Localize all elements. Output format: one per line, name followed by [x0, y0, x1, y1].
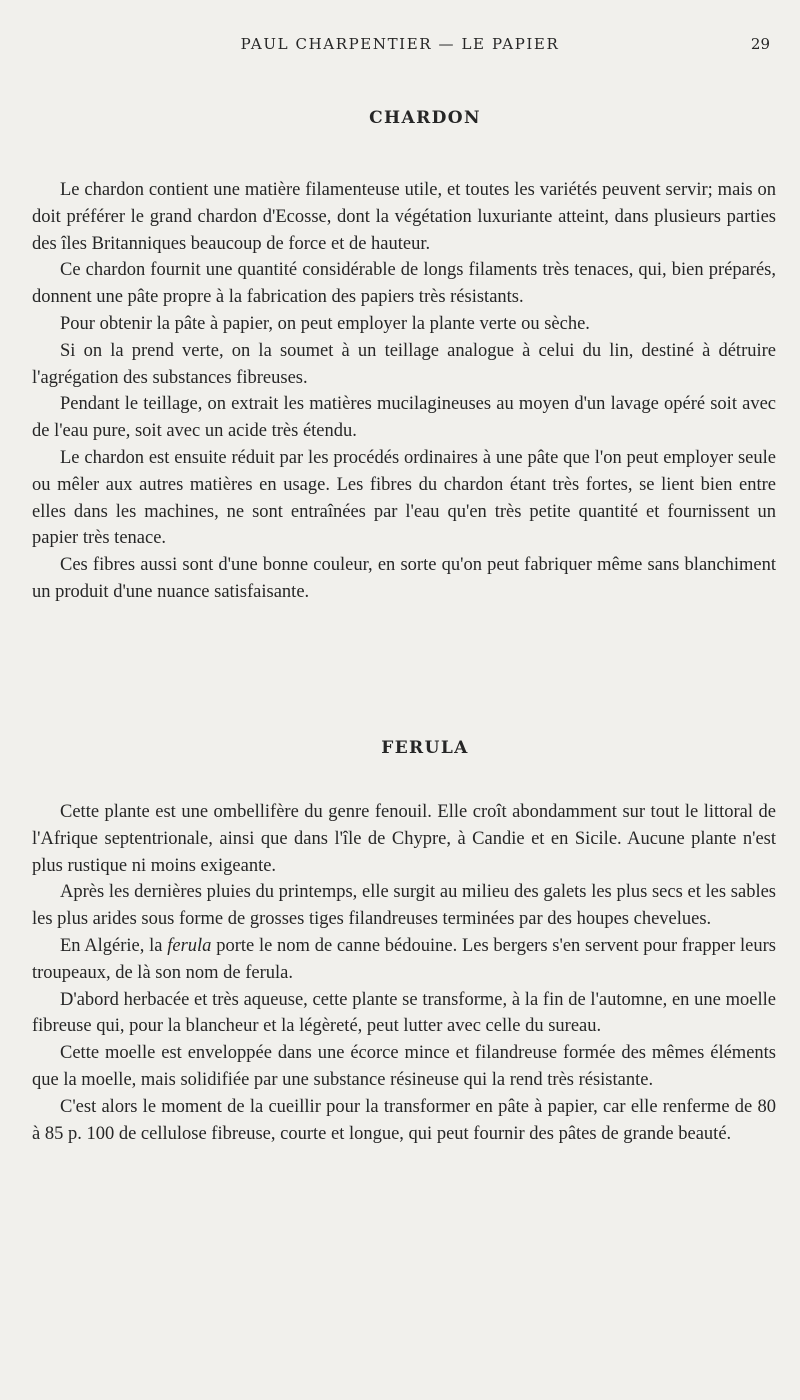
paragraph: Si on la prend verte, on la soumet à un teillage analogue à celui du lin, destiné à détruire l'agrégation des substances fibreuses.	[32, 340, 776, 388]
paragraph: Pour obtenir la pâte à papier, on peut employer la plante verte ou sèche.	[60, 313, 590, 334]
paragraph: D'abord herbacée et très aqueuse, cette plante se transforme, à la fin de l'automne, en une moelle fibreuse qui, pour la blancheur et la légèreté, peut lutter avec celle du sureau.	[32, 989, 776, 1037]
paragraph-algeria	[32, 933, 776, 987]
section-body-chardon	[32, 177, 776, 606]
paragraph-text: En Algérie, la	[60, 935, 168, 956]
italic-term: ferula	[167, 935, 212, 956]
paragraph: C'est alors le moment de la cueillir pour la transformer en pâte à papier, car elle renferme de 80 à 85 p. 100 de cellulose fibreuse, courte et longue, qui peut fournir des pâtes de grande beauté.	[32, 1096, 776, 1144]
page-number: 29	[750, 35, 770, 53]
paragraph: Ces fibres aussi sont d'une bonne couleur, en sorte qu'on peut fabriquer même sans blanchiment un produit d'une nuance satisfaisante.	[32, 555, 776, 602]
paragraph: Le chardon est ensuite réduit par les procédés ordinaires à une pâte que l'on peut employer seule ou mêler aux autres matières en usage. Les fibres du chardon étant très fortes, se lient bien entre elles dans les machines, ne sont entraînées par l'eau qu'en très petite quantité et fournissent un papier très tenace.	[32, 447, 776, 549]
section-body-ferula	[32, 799, 776, 1147]
paragraph: Le chardon contient une matière filamenteuse utile, et toutes les variétés peuvent servir; mais on doit préférer le grand chardon d'Ecosse, dont la végétation luxuriante atteint, dans plusieurs parties des îles Britanniques beaucoup de force et de hauteur.	[32, 180, 776, 254]
section-title-chardon: CHARDON	[369, 108, 481, 128]
paragraph: Ce chardon fournit une quantité considérable de longs filaments très tenaces, qui, bien préparés, donnent une pâte propre à la fabrication des papiers très résistants.	[32, 260, 776, 308]
paragraph: Après les dernières pluies du printemps, elle surgit au milieu des galets les plus secs et les sables les plus arides sous forme de grosses tiges filandreuses terminées par des houpes chevelues.	[32, 882, 776, 930]
paragraph-text: porte le nom de canne bédouine. Les bergers s'en servent pour frapper leurs troupeaux, de là son nom de ferula.	[32, 935, 776, 983]
section-title-ferula: FERULA	[381, 738, 469, 758]
running-title: PAUL CHARPENTIER — LE PAPIER	[240, 35, 560, 53]
running-head	[0, 33, 800, 55]
paragraph: Cette plante est une ombellifère du genre fenouil. Elle croît abondamment sur tout le littoral de l'Afrique septentrionale, ainsi que dans l'île de Chypre, à Candie et en Sicile. Aucune plante n'est plus rustique ni moins exigeante.	[32, 802, 776, 876]
paragraph: Pendant le teillage, on extrait les matières mucilagineuses au moyen d'un lavage opéré soit avec de l'eau pure, soit avec un acide très étendu.	[32, 394, 776, 442]
paragraph: Cette moelle est enveloppée dans une écorce mince et filandreuse formée des mêmes éléments que la moelle, mais solidifiée par une substance résineuse qui la rend très résistante.	[32, 1043, 776, 1090]
